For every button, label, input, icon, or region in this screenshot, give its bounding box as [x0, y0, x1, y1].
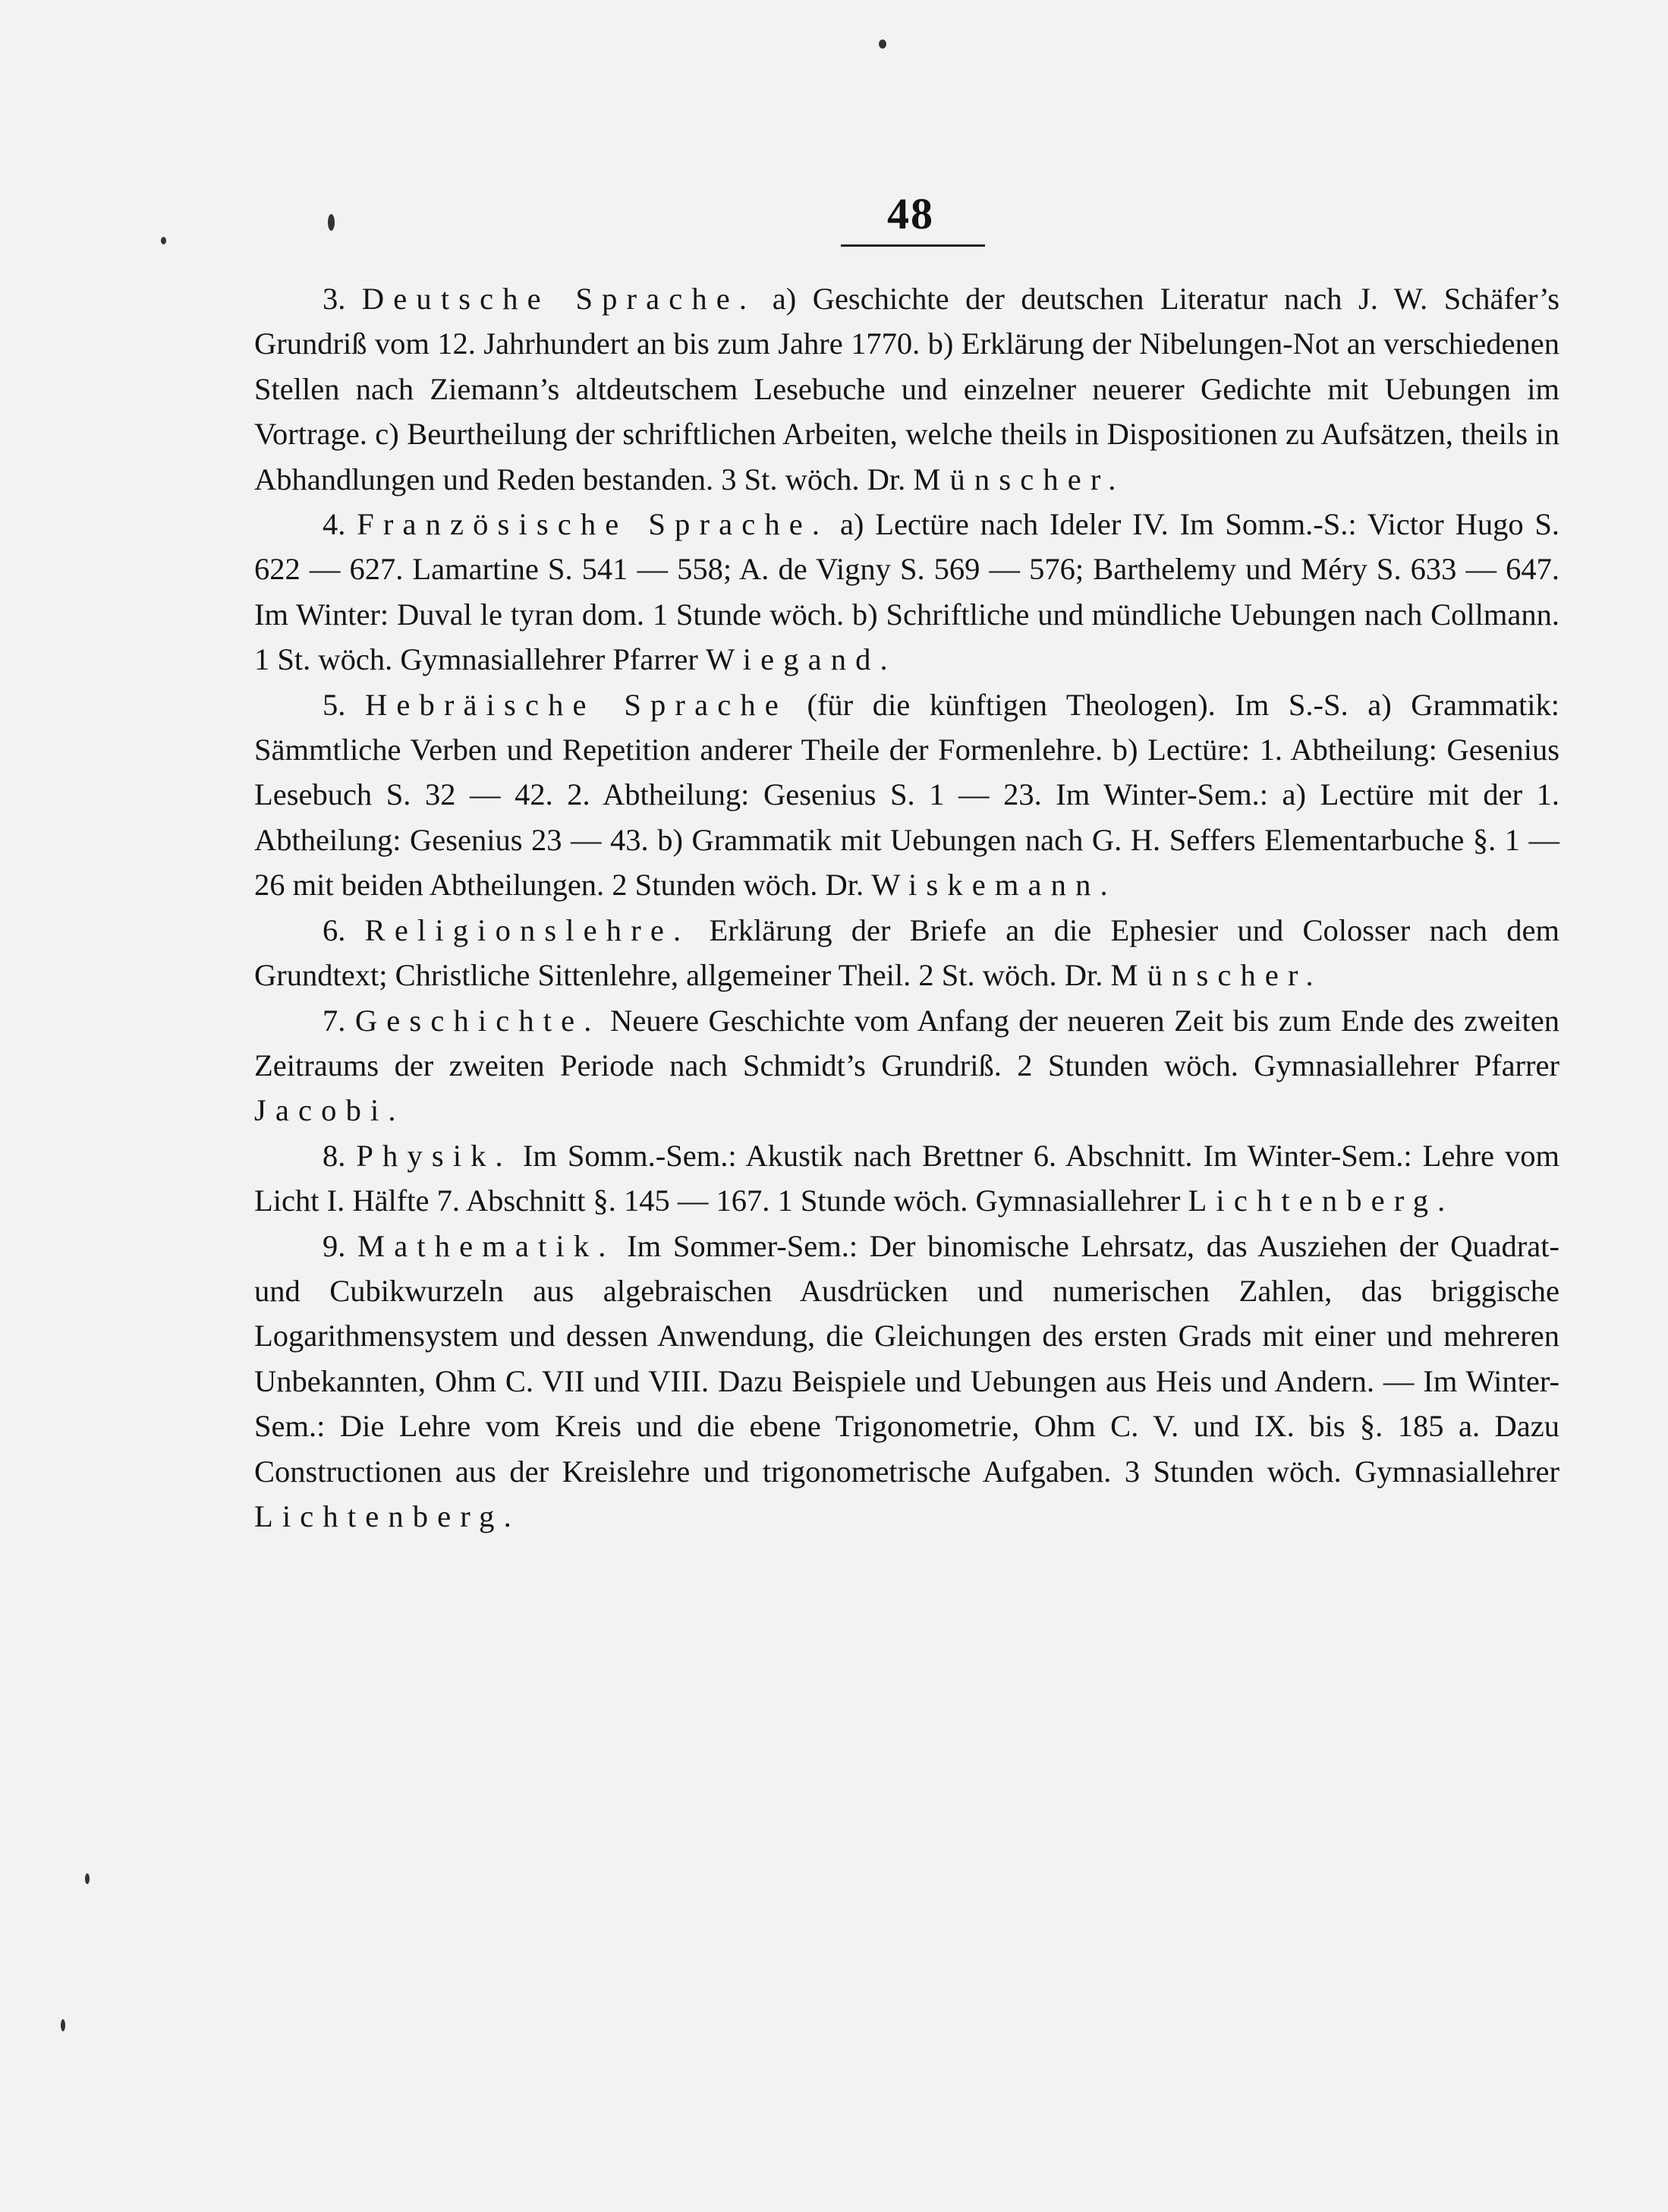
section-text: a) Lectüre nach Ideler IV. Im Somm.-S.: Victor Hugo S. 622 — 627. Lamartine S. 541 — 558; A. de Vigny S. 569 — 576; Barthelemy und Méry S. 633 — 647. Im Winter: Duval le tyran dom. 1 Stunde wöch. b) Schriftliche und mündliche Uebungen nach Collmann. 1 St. wöch. Gymnasiallehrer Pfarrer — [254, 507, 1560, 677]
section-number: 9. — [323, 1228, 346, 1263]
scan-speck — [61, 2019, 65, 2031]
section-subject: Hebräische Sprache — [364, 687, 788, 722]
section-religionslehre — [254, 908, 1559, 998]
section-deutsche-sprache — [254, 276, 1559, 502]
section-franzoesische-sprache — [254, 502, 1559, 682]
section-teacher: Münscher. — [1110, 958, 1323, 993]
scan-speck — [85, 1873, 90, 1884]
section-teacher: Lichtenberg. — [254, 1498, 521, 1533]
section-geschichte — [254, 998, 1559, 1133]
section-text: a) Geschichte der deutschen Literatur nach J. W. Schäfer’s Grundriß vom 12. Jahrhundert an bis zum Jahre 1770. b) Erklärung der Nibelungen-Not an verschiedenen Stellen nach Ziemann’s altdeutschem Lesebuche und einzelner neuerer Gedichte mit Uebungen im Vortrage. c) Beurtheilung der schriftlichen Arbeiten, welche theils in Dispositionen zu Aufsätzen, theils in Abhandlungen und Reden bestanden. 3 St. wöch. Dr. — [254, 282, 1559, 496]
section-number: 5. — [323, 687, 346, 722]
section-subject: Geschichte. — [354, 1003, 601, 1038]
section-physik — [254, 1133, 1559, 1224]
section-number: 3. — [323, 282, 346, 316]
scan-speck — [161, 237, 166, 244]
section-subject: Mathematik. — [357, 1228, 615, 1263]
section-number: 7. — [323, 1003, 346, 1038]
section-text: Im Somm.-Sem.: Akustik nach Brettner 6. Abschnitt. Im Winter-Sem.: Lehre vom Licht I. Hälfte 7. Abschnitt §. 145 — 167. 1 Stunde wöch. Gymnasiallehrer — [254, 1138, 1560, 1218]
section-subject: Französische Sprache. — [357, 507, 829, 542]
section-text: Neuere Geschichte vom Anfang der neueren Zeit bis zum Ende des zweiten Zeitraums der zweiten Periode nach Schmidt’s Grundriß. 2 Stunden wöch. Gymnasiallehrer Pfarrer — [254, 1003, 1560, 1082]
section-teacher: Jacobi. — [254, 1093, 405, 1128]
section-text: Im Sommer-Sem.: Der binomische Lehrsatz, das Ausziehen der Quadrat- und Cubikwurzeln aus algebraischen Ausdrücken und numerischen Zahlen, das briggische Logarithmensystem und dessen Anwendung, die Gleichungen des ersten Grads mit einer und mehreren Unbekannten, Ohm C. VII und VIII. Dazu Beispiele und Uebungen aus Heis und Andern. — Im Winter-Sem.: Die Lehre vom Kreis und die ebene Trigonometrie, Ohm C. V. und IX. bis §. 185 a. Dazu Constructionen aus der Kreislehre und trigonometrische Aufgaben. 3 Stunden wöch. Gymnasiallehrer — [254, 1228, 1559, 1489]
section-text: Erklärung der Briefe an die Ephesier und Colosser nach dem Grundtext; Christliche Sittenlehre, allgemeiner Theil. 2 St. wöch. Dr. — [254, 912, 1560, 993]
section-teacher: Münscher. — [913, 462, 1125, 496]
section-hebraeische-sprache — [254, 682, 1559, 908]
section-subject: Deutsche Sprache. — [361, 282, 757, 316]
scan-speck — [879, 39, 886, 49]
scan-speck — [328, 214, 335, 231]
section-subject: Physik. — [356, 1138, 512, 1173]
section-number: 4. — [323, 507, 346, 542]
section-teacher: Lichtenberg. — [1188, 1183, 1455, 1218]
page-number-rule — [841, 244, 985, 247]
section-number: 6. — [323, 912, 346, 947]
section-text: (für die künftigen Theologen). Im S.-S. a) Grammatik: Sämmtliche Verben und Repetition anderer Theile der Formenlehre. b) Lectüre: 1. Abtheilung: Gesenius Lesebuch S. 32 — 42. 2. Abtheilung: Gesenius S. 1 — 23. Im Winter-Sem.: a) Lectüre mit der 1. Abtheilung: Gesenius 23 — 43. b) Grammatik mit Uebungen nach G. H. Seffers Elementarbuche §. 1 — 26 mit beiden Abtheilungen. 2 Stunden wöch. Dr. — [254, 687, 1560, 903]
page-number: 48 — [887, 189, 934, 238]
section-subject: Religionslehre. — [364, 912, 691, 947]
section-teacher: Wiskemann. — [871, 868, 1117, 903]
curriculum-text — [254, 276, 1559, 1539]
section-mathematik — [254, 1224, 1559, 1539]
section-number: 8. — [323, 1138, 346, 1173]
section-teacher: Wiegand. — [705, 642, 897, 677]
